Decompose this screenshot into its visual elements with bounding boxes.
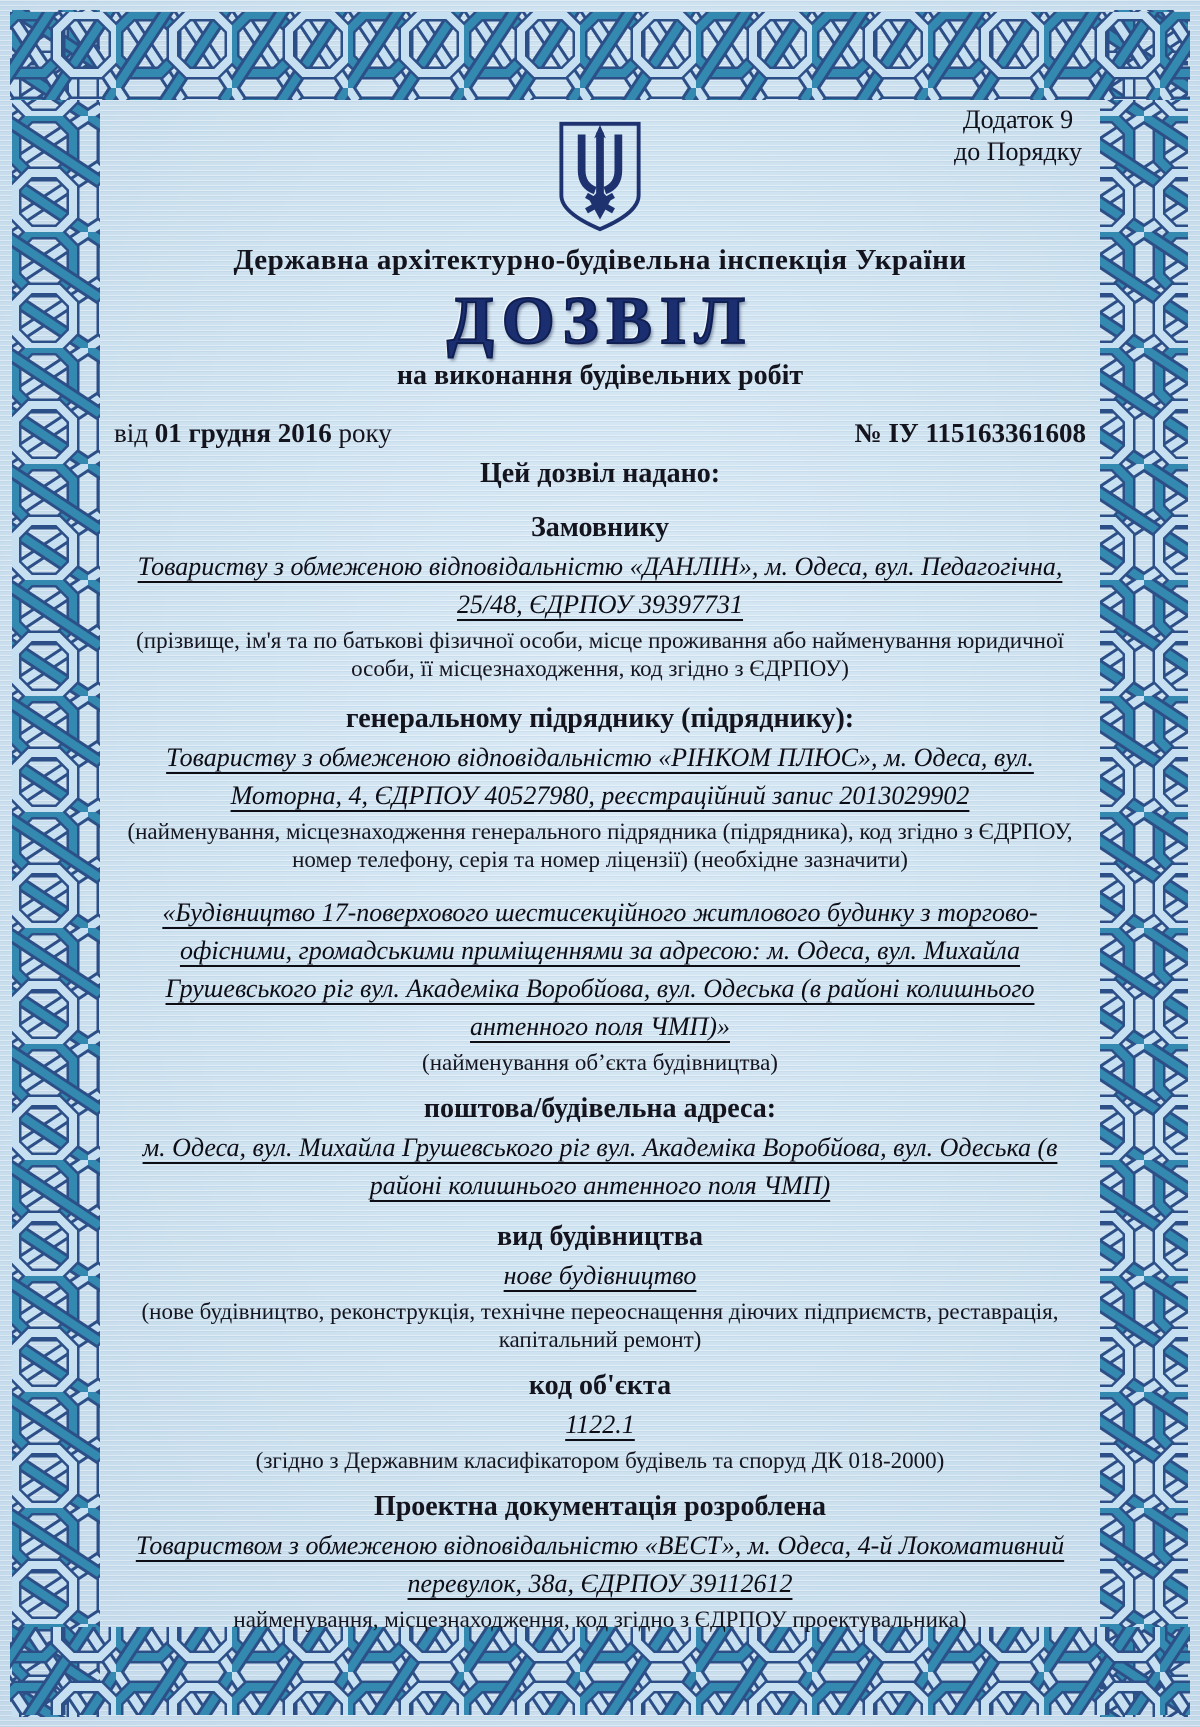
annex-line1: Додаток 9 xyxy=(962,105,1074,134)
contractor-note: (найменування, місцезнаходження генерального підрядника (підрядника), код згідно з ЄДРПОУ, номер телефону, серія та номер ліцензії) (необхідне зазначити) xyxy=(127,819,1073,872)
annex-line2: до Порядку xyxy=(954,137,1082,166)
design-docs-value: Товариством з обмеженою відповідальністю «ВЕСТ», м. Одеса, 4-й Локомативний перевулок, 38а, ЄДРПОУ 39112612 xyxy=(135,1531,1065,1598)
permit-number: № ІУ 115163361608 xyxy=(854,418,1086,448)
customer-heading: Замовнику xyxy=(531,512,669,543)
emblem-wrap xyxy=(112,120,1088,236)
construction-object-value: «Будівництво 17-поверхового шестисекційного житлового будинку з торгово-офісними, громадськими приміщеннями за адресою: м. Одеса, вул. Михайла Грушевського ріг вул. Академіка Воробйова, вул. Одеська (в районі колишнього антенного поля ЧМП)» xyxy=(162,898,1038,1041)
construction-type-note: (нове будівництво, реконструкція, технічне переоснащення діючих підприємств, реставрація, капітальний ремонт) xyxy=(141,1299,1059,1352)
document-subtitle: на виконання будівельних робіт xyxy=(396,360,804,391)
document-body xyxy=(112,100,1088,1632)
date-prefix: від xyxy=(114,418,155,448)
document-title: ДОЗВІЛ xyxy=(446,282,754,358)
address-value: м. Одеса, вул. Михайла Грушевського ріг вул. Академіка Воробйова, вул. Одеська (в районі колишнього антенного поля ЧМП) xyxy=(142,1133,1058,1200)
issue-date xyxy=(114,416,392,450)
object-code-heading: код об'єкта xyxy=(528,1370,672,1401)
design-docs-heading: Проектна документація розроблена xyxy=(373,1491,827,1522)
date-and-number-row xyxy=(112,416,1088,450)
address-heading: поштова/будівельна адреса: xyxy=(423,1093,777,1124)
annex-reference xyxy=(954,104,1082,168)
date-value: 01 грудня 2016 xyxy=(154,418,332,448)
ukraine-trident-emblem xyxy=(554,120,646,234)
contractor-value: Товариству з обмеженою відповідальністю «РІНКОМ ПЛЮС», м. Одеса, вул. Моторна, 4, ЄДРПОУ 40527980, реєстраційний запис 2013029902 xyxy=(166,743,1034,810)
object-code-note: (згідно з Державним класифікатором будівель та споруд ДК 018-2000) xyxy=(255,1448,945,1473)
date-suffix: року xyxy=(331,418,392,448)
customer-value: Товариству з обмеженою відповідальністю «ДАНЛІН», м. Одеса, вул. Педагогічна, 25/48, ЄДРПОУ 39397731 xyxy=(137,552,1063,619)
design-docs-note: найменування, місцезнаходження, код згідно з ЄДРПОУ проектувальника) xyxy=(233,1607,967,1632)
construction-type-heading: вид будівництва xyxy=(497,1221,703,1252)
issuing-agency-title: Державна архітектурно-будівельна інспекція України xyxy=(233,244,967,276)
construction-type-value: нове будівництво xyxy=(503,1261,697,1290)
contractor-heading: генеральному підряднику (підряднику): xyxy=(345,703,855,734)
object-code-value: 1122.1 xyxy=(565,1410,635,1439)
customer-note: (прізвище, ім'я та по батькові фізичної особи, місце проживання або найменування юридичної особи, її місцезнаходження, код згідно з ЄДРПОУ) xyxy=(136,628,1064,681)
granted-heading: Цей дозвіл надано: xyxy=(479,458,721,489)
construction-object-note: (найменування об’єкта будівництва) xyxy=(422,1050,778,1075)
